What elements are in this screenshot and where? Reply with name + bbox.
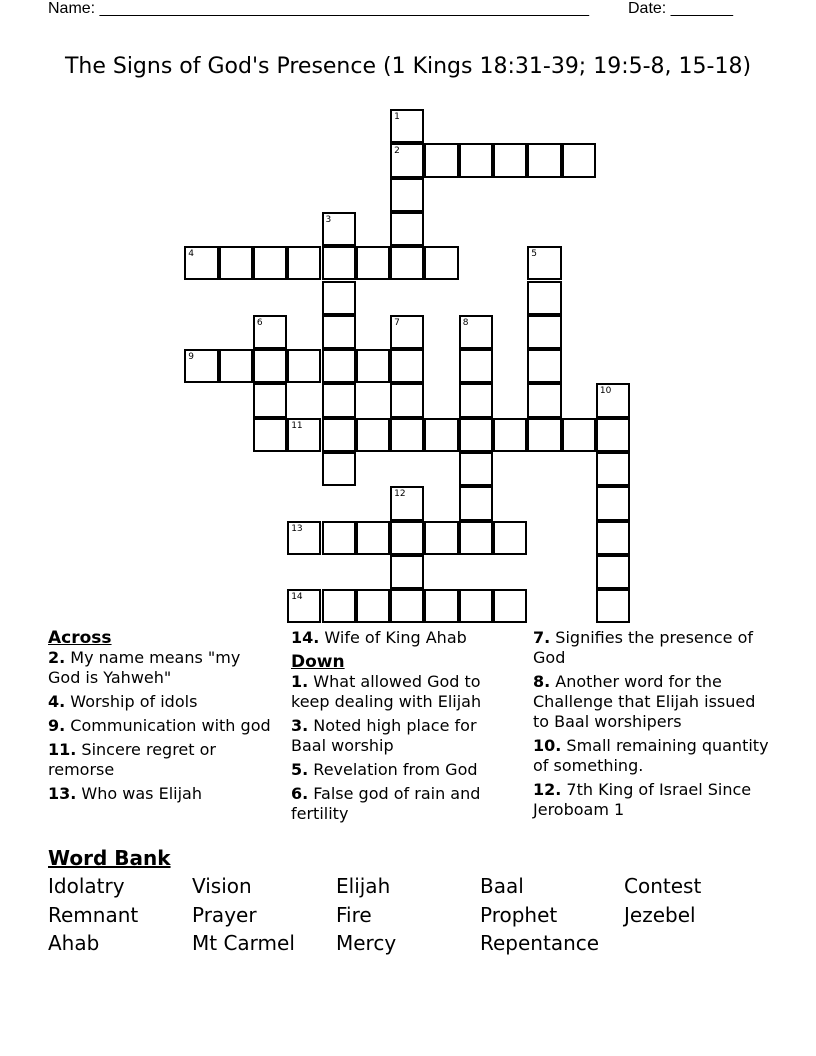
word-bank-item: Prayer: [192, 903, 257, 927]
word-bank-item: Fire: [336, 903, 372, 927]
clue-number: 7: [394, 317, 400, 328]
grid-cell[interactable]: [390, 418, 424, 452]
clue-down-7: 7. Signifies the presence of God: [533, 628, 754, 667]
grid-cell[interactable]: [322, 281, 356, 315]
clue-number: 8: [462, 317, 469, 328]
clue-across-2: 2. My name means "my God is Yahweh": [48, 648, 241, 687]
grid-cell[interactable]: [390, 246, 424, 280]
grid-cell[interactable]: [527, 315, 561, 349]
grid-cell[interactable]: [287, 349, 321, 383]
grid-cell[interactable]: [459, 349, 493, 383]
grid-cell[interactable]: [459, 418, 493, 452]
grid-cell[interactable]: [596, 452, 630, 486]
grid-cell[interactable]: [322, 589, 356, 623]
grid-cell[interactable]: [390, 521, 424, 555]
clue-across-13: 13. Who was Elijah: [48, 784, 202, 803]
grid-cell[interactable]: [390, 315, 424, 349]
clue-number: 4: [188, 249, 195, 260]
word-bank-item: Prophet: [480, 903, 558, 927]
grid-cell[interactable]: [493, 521, 527, 555]
grid-cell[interactable]: [219, 349, 253, 383]
down-heading: Down: [291, 652, 345, 672]
grid-cell[interactable]: [596, 555, 630, 589]
across-heading: Across: [48, 628, 112, 648]
grid-cell[interactable]: [527, 143, 561, 177]
grid-cell[interactable]: [322, 246, 356, 280]
grid-cell[interactable]: [184, 349, 218, 383]
grid-cell[interactable]: [493, 143, 527, 177]
grid-cell[interactable]: [459, 452, 493, 486]
clue-number: 5: [531, 249, 538, 260]
word-bank-item: Vision: [192, 874, 252, 898]
clue-down-5: 5. Revelation from God: [291, 760, 478, 779]
grid-cell[interactable]: [356, 246, 390, 280]
date-field: Date: _______: [628, 0, 733, 17]
grid-cell[interactable]: [562, 143, 596, 177]
clue-number: 13: [291, 523, 303, 534]
grid-cell[interactable]: [459, 143, 493, 177]
clue-number: 3: [325, 214, 332, 225]
word-bank-item: Mt Carmel: [192, 931, 295, 955]
grid-cell[interactable]: [562, 418, 596, 452]
grid-cell[interactable]: [527, 418, 561, 452]
clue-down-6: 6. False god of rain and fertility: [291, 784, 481, 823]
grid-cell[interactable]: [287, 418, 321, 452]
grid-cell[interactable]: [527, 246, 561, 280]
clue-across-9: 9. Communication with god: [48, 716, 271, 735]
grid-cell[interactable]: [390, 109, 424, 143]
grid-cell[interactable]: [493, 589, 527, 623]
grid-cell[interactable]: [459, 486, 493, 520]
grid-cell[interactable]: [390, 486, 424, 520]
grid-cell[interactable]: [459, 383, 493, 417]
grid-cell[interactable]: [322, 418, 356, 452]
clue-column-2: [291, 628, 516, 828]
grid-cell[interactable]: [322, 521, 356, 555]
word-bank-item: Ahab: [48, 931, 100, 955]
grid-cell[interactable]: [527, 349, 561, 383]
grid-cell[interactable]: [287, 521, 321, 555]
clue-column-1: [48, 628, 273, 808]
grid-cell[interactable]: [596, 589, 630, 623]
grid-cell[interactable]: [356, 349, 390, 383]
word-bank-item: Remnant: [48, 903, 139, 927]
grid-cell[interactable]: [253, 383, 287, 417]
clue-number: 11: [291, 420, 303, 431]
grid-cell[interactable]: [390, 212, 424, 246]
grid-cell[interactable]: [253, 246, 287, 280]
grid-cell[interactable]: [253, 315, 287, 349]
grid-cell[interactable]: [459, 589, 493, 623]
clue-across-14: 14. Wife of King Ahab: [291, 628, 467, 647]
clue-number: 2: [394, 146, 400, 157]
clue-number: 9: [188, 352, 195, 363]
grid-cell[interactable]: [596, 521, 630, 555]
clue-down-8: 8. Another word for the Challenge that Elijah issued to Baal worshipers: [533, 672, 756, 731]
grid-cell[interactable]: [493, 418, 527, 452]
word-bank-item: Jezebel: [624, 903, 696, 927]
grid-cell[interactable]: [459, 521, 493, 555]
grid-cell[interactable]: [390, 143, 424, 177]
grid-cell[interactable]: [596, 418, 630, 452]
grid-cell[interactable]: [322, 315, 356, 349]
grid-cell[interactable]: [390, 178, 424, 212]
grid-cell[interactable]: [390, 589, 424, 623]
grid-cell[interactable]: [527, 281, 561, 315]
clue-across-11: 11. Sincere regret or remorse: [48, 740, 216, 779]
clue-down-1: 1. What allowed God to keep dealing with Elijah: [291, 672, 482, 711]
grid-cell[interactable]: [390, 349, 424, 383]
grid-cell[interactable]: [287, 246, 321, 280]
grid-cell[interactable]: [390, 555, 424, 589]
grid-cell[interactable]: [322, 349, 356, 383]
grid-cell[interactable]: [322, 452, 356, 486]
grid-cell[interactable]: [219, 246, 253, 280]
grid-cell[interactable]: [184, 246, 218, 280]
word-bank-item: Elijah: [336, 874, 391, 898]
clue-across-4: 4. Worship of idols: [48, 692, 198, 711]
clue-number: 14: [291, 592, 303, 603]
grid-cell[interactable]: [390, 383, 424, 417]
clue-down-10: 10. Small remaining quantity of something.: [533, 736, 769, 775]
grid-cell[interactable]: [356, 589, 390, 623]
clue-number: 6: [256, 317, 263, 328]
page-title: The Signs of God's Presence (1 Kings 18:31-39; 19:5-8, 15-18): [64, 54, 752, 79]
grid-cell[interactable]: [424, 589, 458, 623]
word-bank-item: Repentance: [480, 931, 600, 955]
grid-cell[interactable]: [356, 521, 390, 555]
grid-cell[interactable]: [322, 212, 356, 246]
grid-cell[interactable]: [253, 418, 287, 452]
grid-cell[interactable]: [527, 383, 561, 417]
grid-cell[interactable]: [596, 486, 630, 520]
grid-cell[interactable]: [322, 383, 356, 417]
word-bank-item: Idolatry: [48, 874, 125, 898]
grid-cell[interactable]: [253, 349, 287, 383]
grid-cell[interactable]: [287, 589, 321, 623]
grid-cell[interactable]: [424, 418, 458, 452]
clue-column-3: [533, 628, 773, 824]
word-bank-item: Baal: [480, 874, 524, 898]
grid-cell[interactable]: [424, 521, 458, 555]
clue-number: 12: [394, 489, 406, 500]
clue-number: 1: [394, 112, 400, 122]
grid-cell[interactable]: [596, 383, 630, 417]
clue-number: 10: [599, 386, 612, 397]
clue-down-12: 12. 7th King of Israel Since Jeroboam 1: [533, 780, 752, 819]
grid-cell[interactable]: [424, 246, 458, 280]
word-bank-title: Word Bank: [48, 846, 171, 870]
name-field: Name: _______________________________________________________: [48, 0, 589, 17]
word-bank-item: Mercy: [336, 931, 397, 955]
clue-down-3: 3. Noted high place for Baal worship: [291, 716, 477, 755]
grid-cell[interactable]: [459, 315, 493, 349]
grid-cell[interactable]: [424, 143, 458, 177]
grid-cell[interactable]: [356, 418, 390, 452]
word-bank-item: Contest: [624, 874, 702, 898]
